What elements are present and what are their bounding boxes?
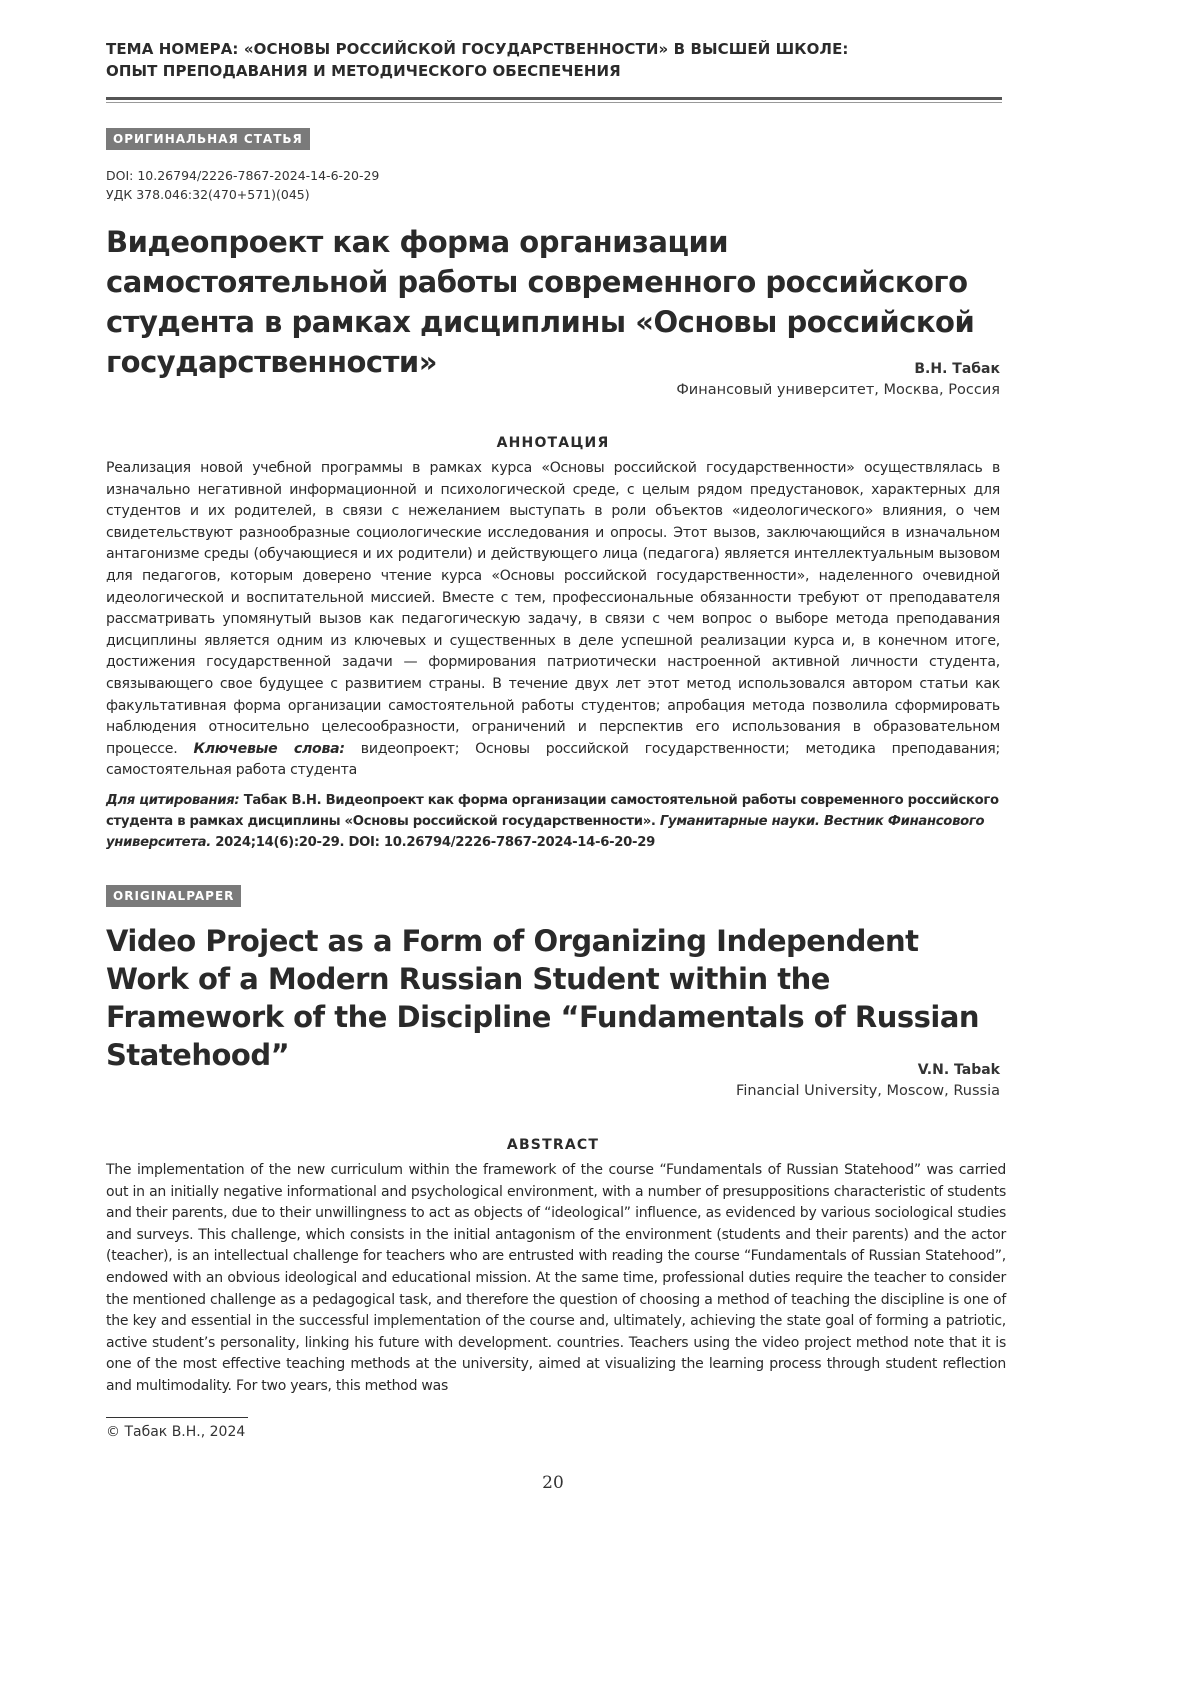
abstract-en: The implementation of the new curriculum within the framework of the course “Fundamentals of Russian Statehood” was carried out in an initially negative informational and psychological environment, with a number of presuppositions characteristic of students and their parents, due to their unwillingness to act as objects of “ideological” influence, as evidenced by various sociological studies and surveys. This challenge, which consists in the initial antagonism of the environment (students and their parents) and the actor (teacher), is an intellectual challenge for teachers who are entrusted with reading the course “Fundamentals of Russian Statehood”, endowed with an obvious ideological and educational mission. At the same time, professional duties require the teacher to consider the mentioned challenge as a pedagogical task, and therefore the question of choosing a method of teaching the discipline is one of the key and essential in the successful implementation of the course and, ultimately, achieving the state goal of forming a patriotic, active student’s personality, linking his future with development. countries. Teachers using the video project method note that it is one of the most effective teaching methods at the university, aimed at visualizing the learning process through student reflection and multimodality. For two years, this method was [106,1162,1006,1394]
abstract-heading-en: ABSTRACT [506,1137,600,1153]
keywords-ru: видеопроект; Основы российской государственности; методика преподавания; самостоятельная работа студента [106,740,1000,779]
author-name-ru: В.Н. Табак [914,361,1000,377]
doi-line: DOI: 10.26794/2226-7867-2024-14-6-20-29 [106,168,380,183]
article-title-ru: Видеопроект как форма организации самостоятельной работы современного российского студента в рамках дисциплины «Основы российской государственности» [106,225,975,379]
header-rule-thin [106,102,1002,103]
issue-topic-header [106,38,1000,82]
article-type-badge-ru: ОРИГИНАЛЬНАЯ СТАТЬЯ [106,128,310,150]
article-title-en: Video Project as a Form of Organizing Independent Work of a Modern Russian Student within the Framework of the Discipline “Fundamentals of Russian Statehood” [106,924,980,1072]
issue-topic-line-1: ТЕМА НОМЕРА: «ОСНОВЫ РОССИЙСКОЙ ГОСУДАРСТВЕННОСТИ» В ВЫСШЕЙ ШКОЛЕ: [106,40,849,58]
abstract-ru [106,458,1000,782]
keywords-label-ru: Ключевые слова: [193,740,345,757]
udk-line: УДК 378.046:32(470+571)(045) [106,187,310,202]
citation-block [106,790,1000,853]
citation-label: Для цитирования: [106,793,240,808]
footnote-rule [106,1417,248,1418]
article-type-badge-en: ORIGINALPAPER [106,885,241,907]
abstract-text-ru: Реализация новой учебной программы в рамках курса «Основы российской государственности» осуществлялась в изначально негативной информационной и психологической среде, с целым рядом предустановок, характерных для студентов и их родителей, в связи с нежеланием выступать в роли объектов «идеологического» влияния, о чем свидетельствуют разнообразные социологические исследования и опросы. Этот вызов, заключающийся в изначальном антагонизме среды (обучающиеся и их родители) и действующего лица (педагога) является интеллектуальным вызовом для педагогов, которым доверено чтение курса «Основы российской государственности», наделенного очевидной идеологической и воспитательной миссией. Вместе с тем, профессиональные обязанности требуют от преподавателя рассматривать упомянутый вызов как педагогическую задачу, в связи с чем вопрос о выборе метода преподавания дисциплины является одним из ключевых и существенных в деле успешной реализации курса и, в конечном итоге, достижения государственной задачи — формирования патриотически настроенной активной личности студента, связывающего свое будущее с развитием страны. В течение двух лет этот метод использовался автором статьи как факультативная форма организации самостоятельной работы студентов; апробация метода позволила сформировать наблюдения относительно целесообразности, ограничений и перспектив его использования в образовательном процессе. [106,460,1000,757]
header-rule-thick [106,97,1002,100]
copyright-footnote: © Табак В.Н., 2024 [106,1424,246,1440]
author-affiliation-ru: Финансовый университет, Москва, Россия [676,382,1000,398]
journal-page [106,0,1006,1697]
citation-tail: 2024;14(6):20-29. DOI: 10.26794/2226-7867-2024-14-6-20-29 [210,835,655,850]
author-name-en: V.N. Tabak [917,1062,1000,1078]
page-number: 20 [542,1473,564,1493]
citation-journal: Гуманитарные науки. Вестник Финансового университета. [106,814,985,850]
issue-topic-line-2: ОПЫТ ПРЕПОДАВАНИЯ И МЕТОДИЧЕСКОГО ОБЕСПЕЧЕНИЯ [106,62,621,80]
author-affiliation-en: Financial University, Moscow, Russia [736,1083,1000,1099]
citation-text: Табак В.Н. Видеопроект как форма организации самостоятельной работы современного российского студента в рамках дисциплины «Основы российской государственности». [106,793,999,829]
abstract-heading-ru: АННОТАЦИЯ [496,435,610,451]
